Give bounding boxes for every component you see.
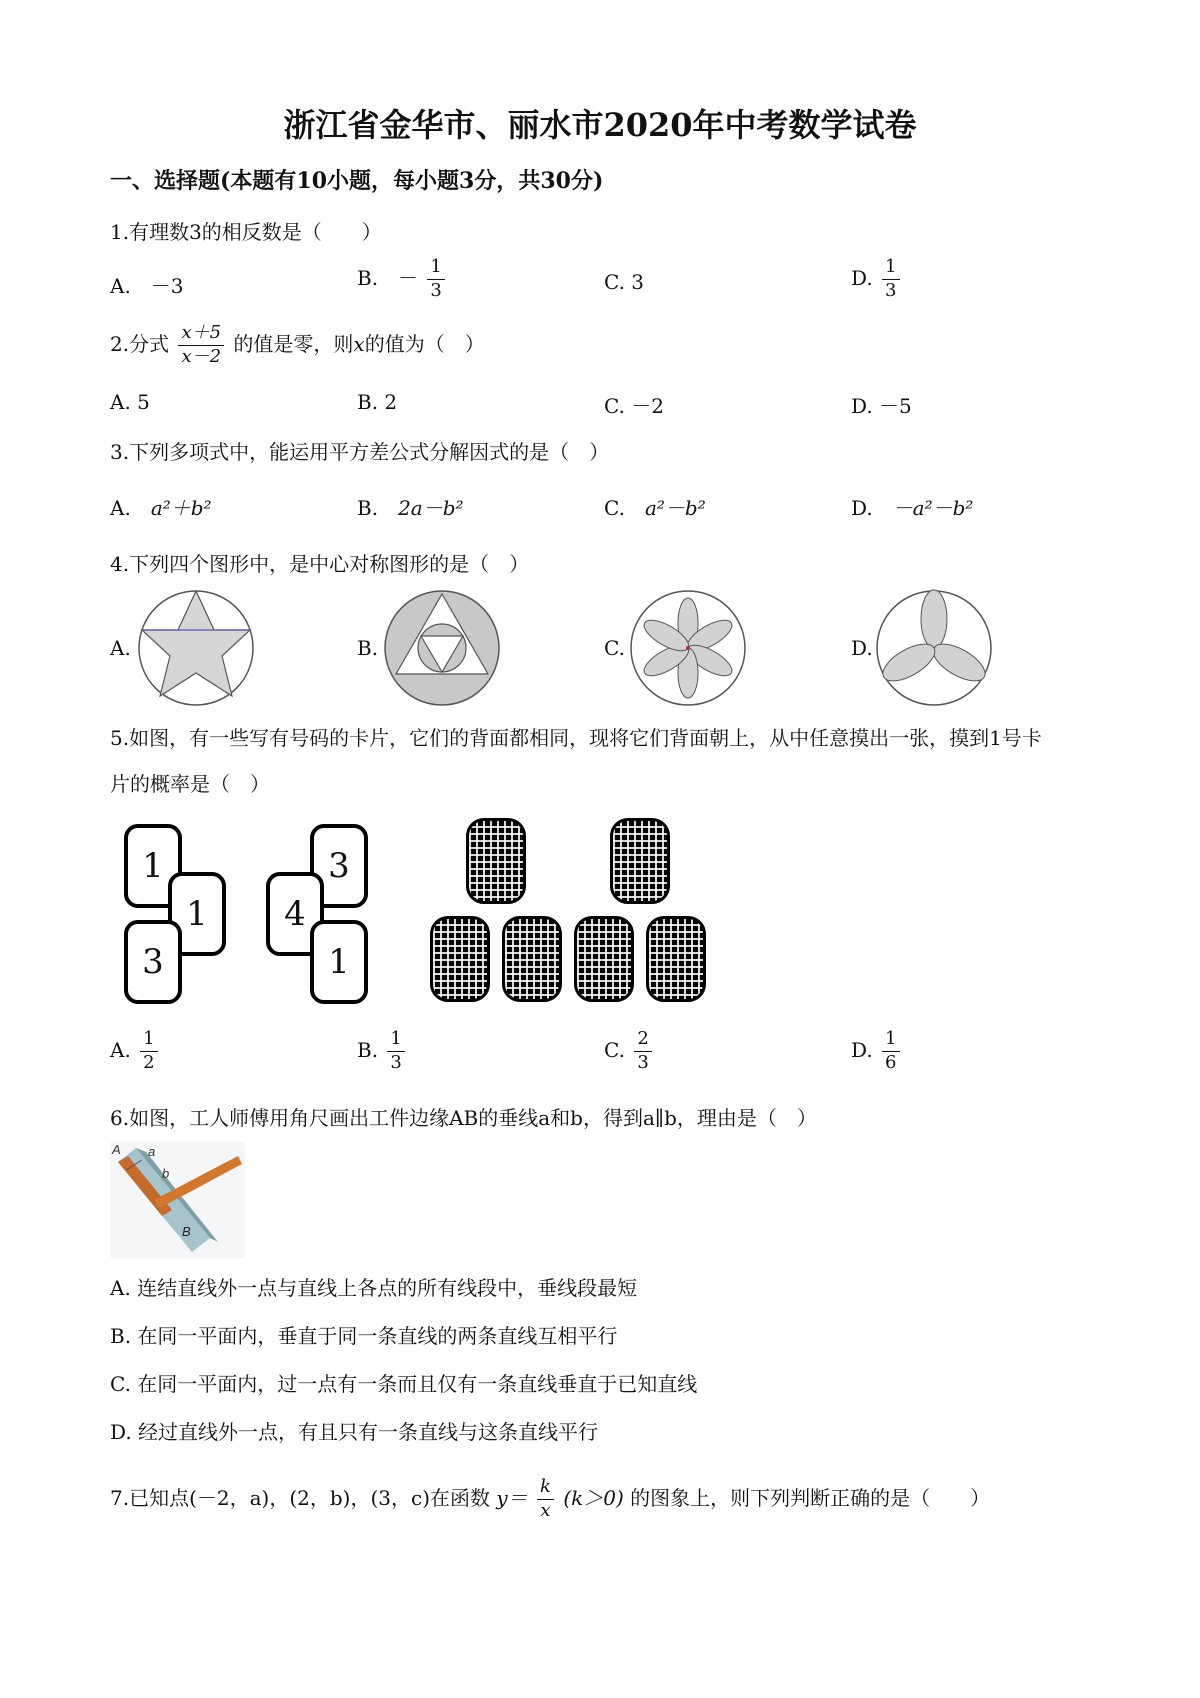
question-7-stem: 7.已知点(－2，a)，(2，b)，(3，c)在函数 y＝ $\frac{k}{x}$ (k＞0) 的图象上，则下列判断正确的是（ ） [110,1476,991,1521]
figure-star-in-circle [136,588,256,708]
q3-option-d: D. －a²－b² [851,496,974,520]
figure-label-A: A [112,1142,121,1157]
question-6-stem: 6.如图，工人师傅用角尺画出工件边缘AB的垂线a和b，得到a∥b，理由是（ ） [110,1106,817,1130]
q2-option-c: C. －2 [604,394,665,418]
figure-six-petals [628,588,748,708]
question-5-stem-line2: 片的概率是（ ） [110,772,270,796]
q6-option-a: A. 连结直线外一点与直线上各点的所有线段中，垂线段最短 [110,1276,638,1300]
card-back [610,818,670,904]
q6-option-d: D. 经过直线外一点，有且只有一条直线与这条直线平行 [110,1420,599,1444]
card-front: 1 [310,920,368,1004]
figure-label-a: a [148,1144,156,1159]
card-back [574,916,634,1002]
figure-triangle-in-circle [382,588,502,708]
question-1-stem: 1.有理数3的相反数是（ ） [110,220,382,244]
q6-option-c: C. 在同一平面内，过一点有一条而且仅有一条直线垂直于已知直线 [110,1372,698,1396]
card-front: 4 [266,872,324,956]
q4-label-d: D. [851,636,873,660]
card-front: 1 [168,872,226,956]
q1-option-d: D. $\frac{1}{3}$ [851,258,903,301]
question-3-stem: 3.下列多项式中，能运用平方差公式分解因式的是（ ） [110,440,610,464]
card-back [466,818,526,904]
q6-option-b: B. 在同一平面内，垂直于同一条直线的两条直线互相平行 [110,1324,618,1348]
q5-option-a: A. $\frac{1}{2}$ [110,1030,161,1073]
figure-label-B: B [182,1224,191,1239]
q1-option-b: B. － $\frac{1}{3}$ [357,258,448,301]
card-back [646,916,706,1002]
q2-option-b: B. 2 [357,390,398,414]
q1-option-c: C. 3 [604,270,645,294]
card-front: 3 [310,824,368,908]
card-back [430,916,490,1002]
q3-option-c: C. a²－b² [604,496,706,520]
q5-option-c: C. $\frac{2}{3}$ [604,1030,655,1073]
q3-option-a: A. a²＋b² [110,496,212,520]
q4-label-a: A. [110,636,131,660]
card-back [502,916,562,1002]
question-5-stem-line1: 5.如图，有一些写有号码的卡片，它们的背面都相同，现将它们背面朝上，从中任意摸出一张，摸到1号卡 [110,726,1042,750]
card-front: 3 [124,920,182,1004]
figure-try-square [110,1142,245,1258]
question-4-stem: 4.下列四个图形中，是中心对称图形的是（ ） [110,552,530,576]
card-front: 1 [124,824,182,908]
q4-label-c: C. [604,636,625,660]
q4-label-b: B. [357,636,379,660]
q5-option-d: D. $\frac{1}{6}$ [851,1030,903,1073]
q2-option-d: D. －5 [851,394,912,418]
section-heading: 一、选择题(本题有10小题，每小题3分，共30分) [110,168,604,194]
q5-option-b: B. $\frac{1}{3}$ [357,1030,408,1073]
q2-option-a: A. 5 [110,390,150,414]
figure-label-b: b [162,1166,170,1181]
question-2-stem: 2.分式 $\frac{x+5}{x-2}$ 的值是零，则x的值为（ ） [110,322,485,367]
q3-option-b: B. 2a－b² [357,496,464,520]
page-title: 浙江省金华市、丽水市2020年中考数学试卷 [283,106,917,144]
q1-option-a: A. －3 [110,274,184,298]
figure-three-petals [874,588,994,708]
